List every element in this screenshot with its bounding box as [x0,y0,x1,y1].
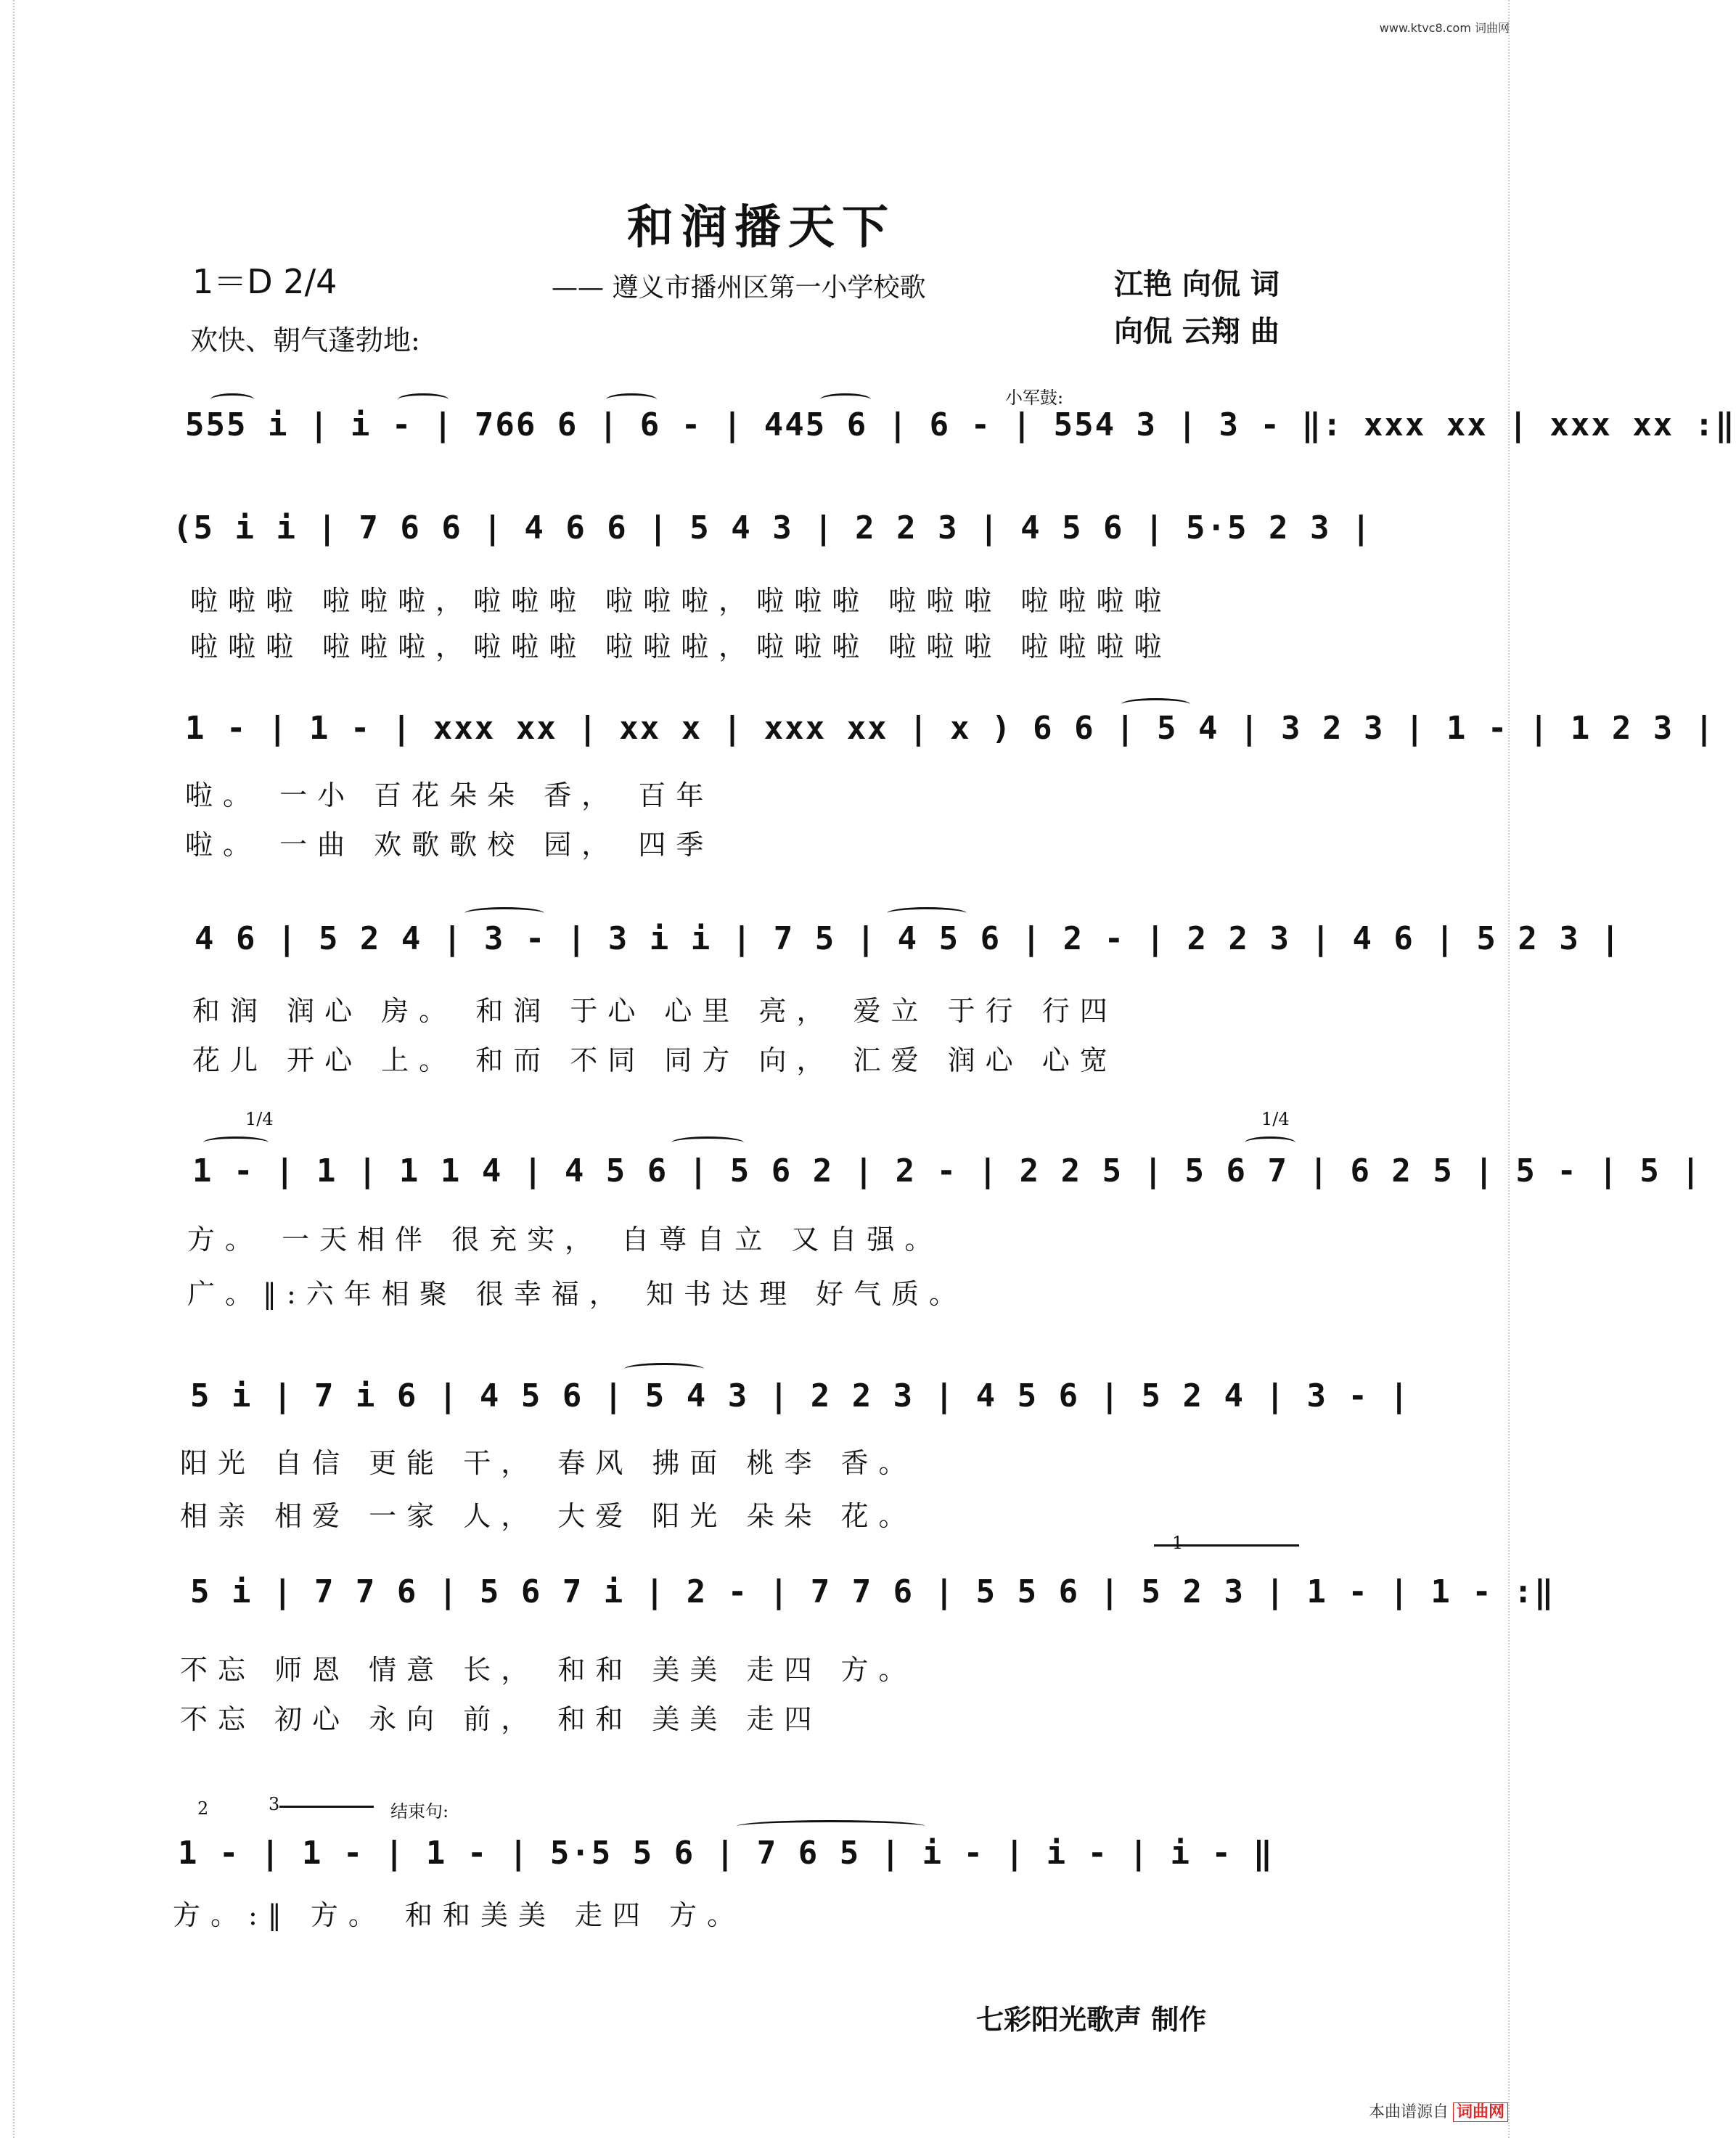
notation-line-7: 5 i | 7 7 6 | 5 6 7 i | 2 - | 7 7 6 | 5 5 6 | 5 2 3 | 1 - | 1 - :‖ [190,1573,1555,1610]
tie-arc [671,1136,744,1149]
tempo-marking: 欢快、朝气蓬勃地: [190,324,420,356]
lyrics-line-4-verse-2: 花儿 开心 上。 和而 不同 同方 向， 汇爱 润心 心宽 [192,1044,1118,1076]
notation-line-8: 1 - | 1 - | 1 - | 5·5 5 6 | 7 6 5 | i - | i - | i - ‖ [178,1835,1274,1872]
bottom-watermark [1369,2100,1508,2122]
notation-line-3: 1 - | 1 - | xxx xx | xx x | xxx xx | x ) 6 6 | 5 4 | 3 2 3 | 1 - | 1 2 3 | [185,710,1716,747]
lyrics-line-8: 方。:‖ 方。 和和美美 走四 方。 [173,1899,745,1931]
notation-line-6: 5 i | 7 i 6 | 4 5 6 | 5 4 3 | 2 2 3 | 4 5 6 | 5 2 4 | 3 - | [190,1377,1410,1414]
volta-2-marker: 2 [197,1798,209,1819]
tie-arc [1245,1136,1295,1149]
triplet-arc [820,393,871,406]
coda-annotation: 结束句: [390,1801,449,1822]
notation-line-4: 4 6 | 5 2 4 | 3 - | 3 i i | 7 5 | 4 5 6 | 2 - | 2 2 3 | 4 6 | 5 2 3 | [195,920,1621,957]
lyrics-line-7-verse-2: 不忘 初心 永向 前， 和和 美美 走四 [180,1703,822,1735]
tie-arc [624,1363,704,1375]
lyrics-line-7-verse-1: 不忘 师恩 情意 长， 和和 美美 走四 方。 [180,1654,917,1686]
watermark-brand: 词曲网 [1453,2102,1508,2122]
notation-line-2: (5 i i | 7 6 6 | 4 6 6 | 5 4 3 | 2 2 3 | 4 5 6 | 5·5 2 3 | [173,509,1372,546]
top-watermark: www.ktvc8.com 词曲网 [1379,21,1510,35]
left-margin-strip [0,0,15,2138]
lyricist-credit: 江艳 向侃 词 [1114,267,1280,301]
lyrics-line-4-verse-1: 和润 润心 房。 和润 于心 心里 亮， 爱立 于行 行四 [192,995,1118,1027]
tie-arc [464,907,544,919]
notation-line-5: 1 - | 1 | 1 1 4 | 4 5 6 | 5 6 2 | 2 - | 2 2 5 | 5 6 7 | 6 2 5 | 5 - | 5 | [192,1152,1702,1189]
volta-bracket-3 [279,1806,374,1808]
lyrics-line-2-verse-2: 啦啦啦 啦啦啦，啦啦啦 啦啦啦，啦啦啦 啦啦啦 啦啦啦啦 [190,631,1172,663]
lyrics-line-3-verse-2: 啦。 一曲 欢歌歌校 园， 四季 [185,829,714,861]
lyrics-line-5-verse-2: 广。‖:六年相聚 很幸福， 知书达理 好气质。 [187,1278,967,1310]
fraction-annotation-right: 1/4 [1261,1109,1290,1129]
fraction-annotation-left: 1/4 [245,1109,274,1129]
snare-drum-annotation: 小军鼓: [1005,388,1064,408]
song-subtitle: —— 遵义市播州区第一小学校歌 [552,273,926,303]
composer-credit: 向侃 云翔 曲 [1114,314,1280,348]
triplet-arc [210,393,254,406]
lyrics-line-3-verse-1: 啦。 一小 百花朵朵 香， 百年 [185,779,714,811]
volta-1-marker: 1 [1172,1533,1184,1553]
song-title: 和润播天下 [627,200,896,255]
volta-bracket-1 [1154,1544,1299,1547]
lyrics-line-6-verse-2: 相亲 相爱 一家 人， 大爱 阳光 朵朵 花。 [180,1500,917,1532]
tie-arc [737,1820,925,1832]
key-signature: 1＝D 2/4 [192,262,337,301]
triplet-arc [398,393,449,406]
tie-arc [203,1136,269,1149]
right-margin-strip [1508,0,1523,2138]
watermark-source-text: 本曲谱源自 [1368,2103,1449,2121]
tie-arc [1121,698,1190,710]
volta-3-marker: 3 [269,1794,280,1814]
tie-arc [887,907,967,919]
lyrics-line-5-verse-1: 方。 一天相伴 很充实， 自尊自立 又自强。 [187,1224,943,1256]
notation-line-1: 555 i | i - | 766 6 | 6 - | 445 6 | 6 - | 554 3 | 3 - ‖: xxx xx | xxx xx :‖ [185,406,1736,443]
lyrics-line-6-verse-1: 阳光 自信 更能 干， 春风 拂面 桃李 香。 [180,1447,917,1479]
triplet-arc [606,393,657,406]
production-credit: 七彩阳光歌声 制作 [976,2003,1207,2036]
lyrics-line-2-verse-1: 啦啦啦 啦啦啦，啦啦啦 啦啦啦，啦啦啦 啦啦啦 啦啦啦啦 [190,585,1172,617]
